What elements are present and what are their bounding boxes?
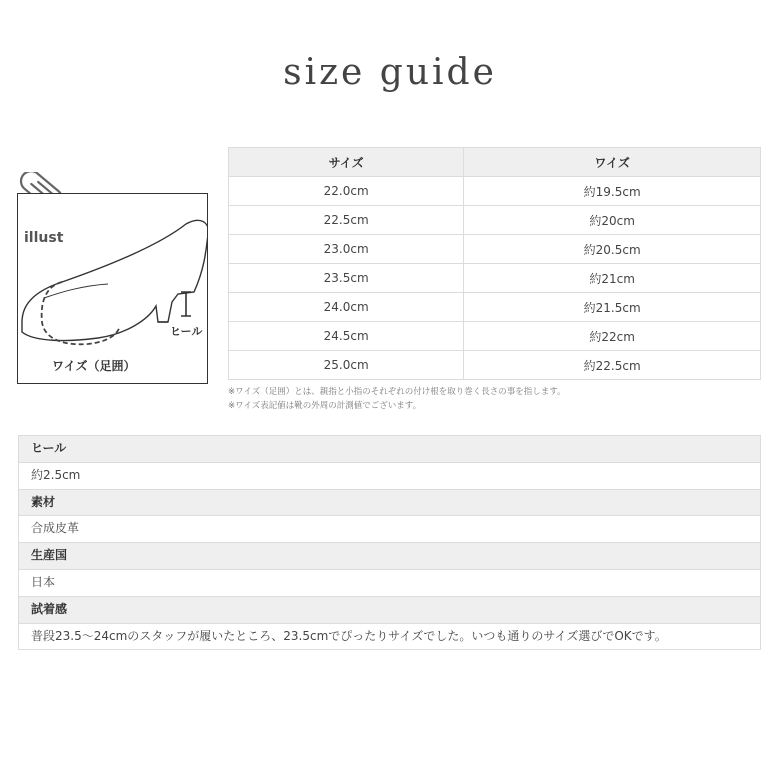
- header-size: サイズ: [229, 148, 464, 177]
- size-notes: [228, 385, 566, 413]
- width-cell: 約22.5cm: [464, 351, 761, 380]
- spec-value-fit: 普段23.5〜24cmのスタッフが履いたところ、23.5cmでぴったりサイズでした。いつも通りのサイズ選びでOKです。: [19, 624, 760, 650]
- width-cell: 約19.5cm: [464, 177, 761, 206]
- table-row: [229, 351, 761, 380]
- shoe-illustration-box: [17, 193, 208, 384]
- width-cell: 約21.5cm: [464, 293, 761, 322]
- pump-shoe-icon: [18, 194, 207, 383]
- heel-label: ヒール: [170, 325, 203, 338]
- spec-value-heel: 約2.5cm: [19, 463, 760, 490]
- spec-label-origin: 生産国: [19, 543, 760, 570]
- table-row: [229, 177, 761, 206]
- width-cell: 約21cm: [464, 264, 761, 293]
- size-cell: 23.5cm: [229, 264, 464, 293]
- table-row: [229, 293, 761, 322]
- note-measurement: ※ワイズ表記値は靴の外周の計測値でございます。: [228, 401, 422, 411]
- size-cell: 23.0cm: [229, 235, 464, 264]
- spec-table: [18, 435, 761, 650]
- size-cell: 22.5cm: [229, 206, 464, 235]
- spec-value-origin: 日本: [19, 570, 760, 597]
- table-row: [229, 322, 761, 351]
- width-cell: 約22cm: [464, 322, 761, 351]
- spec-label-fit: 試着感: [19, 597, 760, 624]
- width-cell: 約20cm: [464, 206, 761, 235]
- table-row: [229, 206, 761, 235]
- header-width: ワイズ: [464, 148, 761, 177]
- size-cell: 22.0cm: [229, 177, 464, 206]
- spec-value-material: 合成皮革: [19, 516, 760, 543]
- table-row: [229, 235, 761, 264]
- size-table: [228, 147, 761, 380]
- illust-label: illust: [24, 230, 64, 246]
- page-title: size guide: [283, 52, 497, 93]
- spec-label-heel: ヒール: [19, 436, 760, 463]
- note-width-definition: ※ワイズ（足囲）とは、親指と小指のそれぞれの付け根を取り巻く長さの事を指します。: [228, 387, 566, 397]
- size-table-header-row: [229, 148, 761, 177]
- table-row: [229, 264, 761, 293]
- width-cell: 約20.5cm: [464, 235, 761, 264]
- size-cell: 25.0cm: [229, 351, 464, 380]
- width-label: ワイズ（足囲）: [52, 359, 136, 373]
- size-cell: 24.5cm: [229, 322, 464, 351]
- size-cell: 24.0cm: [229, 293, 464, 322]
- spec-label-material: 素材: [19, 490, 760, 517]
